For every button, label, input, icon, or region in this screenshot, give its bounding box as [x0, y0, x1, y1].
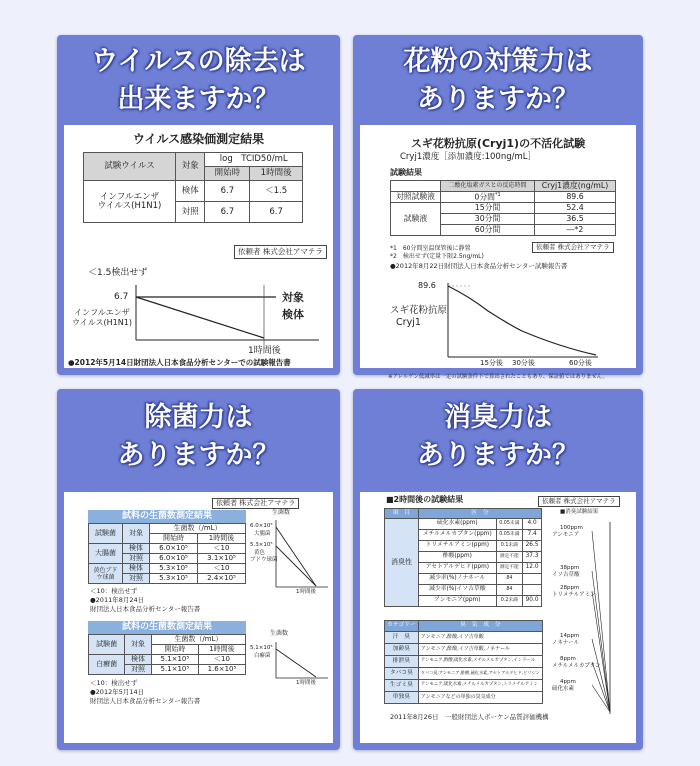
odor-row-method: 0.1未満: [496, 541, 523, 552]
bact-col-1h: 1時間後: [198, 645, 245, 655]
odor-report: [360, 492, 636, 743]
col-start: 開始時: [205, 167, 250, 181]
odor-graph-title: ■消臭試験結果: [560, 509, 599, 515]
bact-g1-l3: ブドウ球菌: [250, 557, 278, 563]
odor-row-value: 26.5: [523, 541, 542, 552]
bacteria-graphs: [64, 492, 333, 743]
odor-graph-name: イソ吉草酸: [552, 572, 580, 578]
bacteria-client: 依頼者 株式会社アマテラ: [212, 498, 299, 509]
odor-row-name: 減少率(%)イソ吉草酸: [419, 585, 497, 596]
bact-col-start: 開始時: [151, 645, 198, 655]
odor-heading-line-2: ありますか？: [417, 440, 579, 471]
row2-target: 対照: [175, 202, 204, 223]
bact-after: ＜10: [198, 564, 246, 574]
odor-row-name: メチルメルカプタン(ppm): [419, 530, 497, 541]
bact-target: 対照: [123, 574, 150, 584]
bact-g1-title: 生菌数: [272, 509, 291, 516]
odor-graph-name: トリメチルアミン: [552, 592, 596, 598]
odor-cat: タバコ臭: [385, 668, 419, 680]
bact-col-target: 対象: [123, 524, 150, 544]
virus-y-value: 6.7: [114, 292, 129, 302]
bact-col-start: 開始時: [150, 534, 198, 544]
odor-graph-name: メチルメルカプタン: [552, 663, 601, 669]
pollen-curve: [448, 286, 596, 355]
odor-row-method: 0.05未満: [496, 519, 523, 530]
pollen-x-tick: 30分後: [512, 359, 535, 367]
odor-graph-name: ノネナール: [552, 640, 580, 646]
virus-name-2: ウイルス(H1N1): [97, 200, 162, 211]
pollen-y-label-1: スギ花粉抗原: [390, 305, 448, 316]
odor-row-name: 酢酸(ppm): [419, 552, 497, 563]
bacteria-band-1: 試料の生菌数測定結果: [88, 510, 246, 523]
virus-sample-line: [136, 297, 264, 338]
pollen-row-value: 36.5: [535, 214, 616, 225]
odor-comp: アンモニア,酢酸,硫化水素,メチルメルカプタン,インドール: [418, 656, 542, 668]
odor-comp: アンモニアなどの単独の臭気成分: [418, 692, 542, 704]
bact-start: 6.0×10⁵: [150, 554, 198, 564]
pollen-row-time-text: 0分間: [474, 192, 495, 202]
odor-cat: 加齢臭: [385, 644, 419, 656]
bact-target: 検体: [123, 544, 150, 554]
odor-title: ■2時間後の試験結果: [386, 495, 464, 504]
odor-heading: [353, 399, 643, 475]
pollen-row-time: 15分間: [441, 203, 535, 214]
bact-col-test: 試験菌: [89, 524, 123, 544]
bact-target: 検体: [123, 564, 150, 574]
bact-g2-title: 生菌数: [270, 630, 289, 637]
odor-row-method: 0.05未満: [496, 530, 523, 541]
pollen-y-label-2: Cryj1: [396, 317, 421, 328]
bact-target: 検体: [125, 655, 152, 665]
pollen-y-value: 89.6: [418, 281, 436, 290]
pollen-row-value: 89.6: [535, 192, 616, 203]
odor-comp: アンモニア,酢酸,イソ吉草酸,ノネナール: [418, 644, 542, 656]
odor-cat: 汗 臭: [385, 632, 419, 644]
virus-graph: [64, 125, 333, 370]
virus-source: ●2012年5月14日財団法人日本食品分析センターでの試験報告書: [68, 358, 291, 367]
bact-note-2: ＜10：検出せず: [90, 679, 138, 687]
pollen-row-note: *1: [494, 191, 501, 198]
row1-start: 6.7: [205, 181, 250, 202]
pollen-row-value: 52.4: [535, 203, 616, 214]
bact-report-1: 財団法人日本食品分析センター報告書: [90, 605, 201, 613]
bact-col-count: 生菌数（/mL）: [150, 524, 246, 534]
bact-target: 対照: [125, 665, 152, 675]
virus-heading: [57, 43, 340, 119]
col-target: 対象: [175, 153, 204, 181]
pollen-row-group: 試験液: [391, 203, 441, 236]
odor-col-item: 項 目: [385, 509, 419, 519]
bact-note-1: ＜10：検出せず: [90, 587, 138, 595]
odor-cat: 排泄臭: [385, 656, 419, 668]
bact-g1-v2: 5.3×10⁵: [250, 542, 273, 548]
bact-report-2: 財団法人日本食品分析センター報告書: [90, 697, 201, 705]
pollen-results-label: 試験結果: [390, 168, 422, 177]
odor-row-name: アンモニア(ppm): [419, 596, 497, 607]
odor-graph-value: 4ppm: [560, 679, 576, 685]
odor-row-name: アセトアルデヒド(ppm): [419, 563, 497, 574]
pollen-report: [360, 125, 636, 380]
bact-after: 1.6×10⁵: [198, 665, 245, 675]
col-1h: 1時間後: [250, 167, 303, 181]
pollen-panel: [353, 35, 643, 380]
bact-g1-line-1: [276, 527, 316, 586]
odor-graph-name: アンモニア: [552, 532, 580, 538]
bact-g2-v1: 5.1×10⁵: [250, 645, 273, 651]
odor-comp: アンモニア,酢酸,イソ吉草酸: [418, 632, 542, 644]
bact-start: 5.3×10⁵: [150, 564, 198, 574]
pollen-x-tick: 60分後: [569, 359, 592, 367]
bact-start: 5.3×10⁵: [150, 574, 198, 584]
bact-germ: 黄色ブドウ球菌: [89, 564, 123, 584]
odor-comp: タバコ臭,アンモニア,酢酸,硫化水素,アセトアルデヒド,ピリジン: [418, 668, 542, 680]
bacteria-report: [64, 492, 333, 743]
bacteria-heading-line-1: 除菌力は: [144, 402, 253, 433]
bact-after: 2.4×10⁵: [198, 574, 246, 584]
bact-after: ＜10: [198, 655, 245, 665]
bact-g1-v1: 6.0×10⁵: [250, 523, 273, 529]
virus-client: 依頼者 株式会社アマテラ: [234, 245, 327, 259]
pollen-x-tick: 15分後: [480, 359, 503, 367]
odor-footer: 2011年8月26日 一般財団法人ボーケン品質評価機構: [390, 713, 549, 721]
pollen-row-value: ―*2: [535, 225, 616, 236]
col-unit: log TCID50/mL: [205, 153, 303, 167]
odor-panel: [353, 389, 643, 750]
odor-row-name: 硫化水素(ppm): [419, 519, 497, 530]
odor-comp: アンモニア,硫化水素,メチルメルカプタン,トリメチルアミン: [418, 680, 542, 692]
odor-band-cat: カテゴリー: [385, 621, 419, 632]
virus-line-target-label: 対象: [282, 291, 304, 304]
bact-start: 5.1×10⁵: [151, 665, 198, 675]
odor-row-value: 7.4: [523, 530, 542, 541]
bact-g1-l2: 黄色: [254, 550, 266, 556]
col-virus: 試験ウイルス: [84, 153, 176, 181]
odor-graph-value: 38ppm: [560, 565, 580, 571]
row2-start: 6.7: [205, 202, 250, 223]
odor-decay-line: [592, 571, 610, 712]
bact-date-1: ●2011年8月24日: [90, 596, 145, 604]
row2-1h: 6.7: [250, 202, 303, 223]
bact-g1-line-2: [276, 546, 316, 586]
odor-row-value: 4.0: [523, 519, 542, 530]
bact-after: 3.1×10⁵: [198, 554, 246, 564]
bact-date-2: ●2012年5月14日: [90, 688, 145, 696]
pollen-col-conc: Cryj1濃度(ng/mL): [535, 181, 616, 192]
virus-line-sample-label: 検体: [282, 308, 304, 321]
bact-germ: 白癬菌: [89, 655, 125, 675]
odor-row-method: 84: [496, 585, 523, 596]
odor-row-method: 84: [496, 574, 523, 585]
bacteria-heading-line-2: ありますか？: [117, 440, 280, 471]
virus-note-detect: ＜1.5検出せず: [88, 268, 148, 278]
virus-name-1: インフルエンザ: [99, 192, 160, 202]
odor-graph-value: 28ppm: [560, 585, 580, 591]
odor-row-value: 37.3: [523, 552, 542, 563]
odor-row-value: 12.0: [523, 563, 542, 574]
pollen-disclaimer: ※アレルゲン低減率は一定の試験条件下で算出されたこともあり、保証値ではありません。: [388, 374, 608, 380]
bact-start: 6.0×10⁵: [150, 544, 198, 554]
bact-col-1h: 1時間後: [198, 534, 246, 544]
odor-graph-value: 8ppm: [560, 656, 576, 662]
bacteria-panel: [57, 389, 340, 750]
bact-target: 対照: [123, 554, 150, 564]
bacteria-band-2: 試料の生菌数測定結果: [88, 621, 246, 634]
bact-col-count: 生菌数（/mL）: [151, 635, 245, 645]
bact-after: ＜10: [198, 544, 246, 554]
virus-report: [64, 125, 333, 368]
bact-col-test: 試験菌: [89, 635, 125, 655]
row1-target: 検体: [175, 181, 204, 202]
virus-report-title: ウイルス感染価測定結果: [132, 132, 265, 146]
bact-g1-x: 1時間後: [296, 589, 316, 595]
virus-heading-line-1: ウイルスの除去は: [91, 46, 306, 77]
odor-col-div: 区 分: [419, 509, 542, 519]
odor-graph-value: 100ppm: [560, 525, 583, 531]
pollen-footnote-1: *1 60分間室温保管後に静置: [390, 245, 471, 252]
odor-row-name: 減少率(%)ノナネール: [419, 574, 497, 585]
bact-start: 5.1×10⁵: [151, 655, 198, 665]
odor-graph-value: 14ppm: [560, 633, 580, 639]
bact-germ: 大腸菌: [89, 544, 123, 564]
odor-band-comp: 臭 気 成 分: [418, 621, 542, 632]
odor-heading-line-1: 消臭力は: [444, 402, 552, 433]
odor-row-method: 0.2未満: [496, 596, 523, 607]
pollen-row-time: 30分間: [441, 214, 535, 225]
pollen-graph: [360, 125, 636, 370]
pollen-report-line: ●2012年8月22日財団法人日本食品分析センター試験報告書: [390, 262, 568, 270]
pollen-heading-line-2: ありますか？: [417, 84, 579, 115]
bacteria-heading: [57, 399, 340, 475]
pollen-concentration: Cryj1濃度［添加濃度:100ng/mL］: [400, 152, 536, 162]
odor-row-method: 測定不能: [496, 563, 523, 574]
virus-y-label-1: インフルエンザ: [74, 308, 130, 317]
bact-g2-line: [276, 649, 316, 677]
odor-cat: 単独臭: [385, 692, 419, 704]
bact-col-target: 対象: [125, 635, 152, 655]
virus-x-label: 1時間後: [248, 346, 281, 356]
odor-graph-name: 硫化水素: [552, 686, 575, 692]
row1-1h: ＜1.5: [250, 181, 303, 202]
odor-client: 依頼者 株式会社アマテラ: [538, 496, 620, 507]
pollen-row-group: 対照試験液: [391, 192, 441, 203]
odor-decay-line: [592, 591, 610, 712]
odor-row-name: トリメチルアミン(ppm): [419, 541, 497, 552]
virus-panel: [57, 35, 340, 375]
pollen-client: 依頼者 株式会社アマテラ: [532, 242, 614, 253]
pollen-row-time: 60分間: [441, 225, 535, 236]
bact-g1-l1: 大腸菌: [254, 531, 271, 537]
odor-graph: [360, 492, 636, 743]
virus-heading-line-2: 出来ますか？: [117, 84, 280, 115]
pollen-heading-line-1: 花粉の対策力は: [403, 46, 593, 77]
odor-decay-line: [592, 531, 610, 712]
pollen-col-time: 二酸化塩素ガスとの反応時間: [441, 181, 535, 192]
bact-g2-l1: 白癬菌: [254, 653, 271, 659]
pollen-title: スギ花粉抗原(Cryj1)の不活化試験: [410, 137, 586, 150]
pollen-footnote-2: *2 検出せず(定量下限2.5ng/mL): [390, 253, 484, 260]
odor-lines: [592, 531, 610, 712]
odor-cat: 生ゴミ臭: [385, 680, 419, 692]
odor-row-method: 測定不能: [496, 552, 523, 563]
virus-y-label-2: ウイルス(H1N1): [72, 318, 132, 327]
bact-g2-x: 1時間後: [296, 680, 316, 686]
odor-group: 消臭性: [385, 519, 419, 607]
odor-row-value: 90.0: [523, 596, 542, 607]
pollen-heading: [353, 43, 643, 119]
